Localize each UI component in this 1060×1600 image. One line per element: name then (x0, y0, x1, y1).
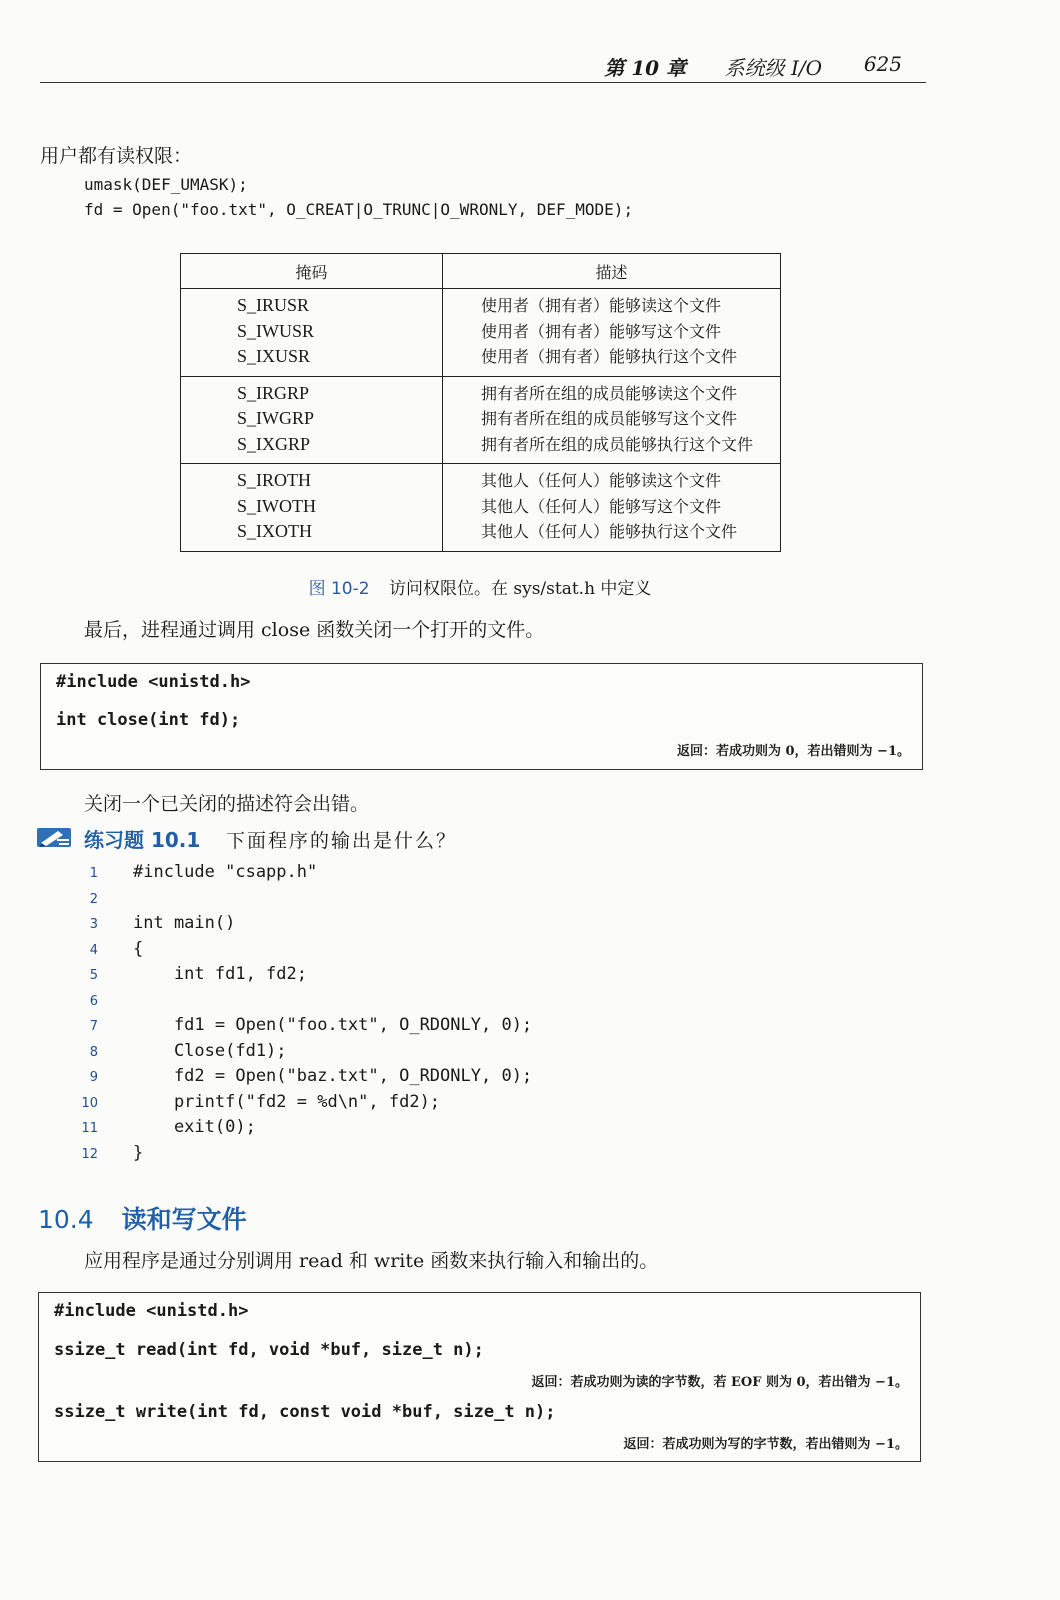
mask-description: 拥有者所在组的成员能够读这个文件 (481, 383, 738, 403)
mask-name: S_IXOTH (237, 521, 312, 541)
desc-cell (443, 376, 781, 464)
table-header-mask: 掩码 (181, 254, 443, 289)
desc-cell (443, 464, 781, 552)
code-line: #include "csapp.h" (133, 862, 318, 882)
page-number: 625 (863, 52, 902, 76)
desc-cell (443, 289, 781, 377)
line-number: 4 (89, 943, 98, 958)
close-paragraph: 最后，进程通过调用 close 函数关闭一个打开的文件。 (84, 619, 545, 641)
mask-description: 其他人（任何人）能够执行这个文件 (481, 522, 738, 541)
exercise-question: 下面程序的输出是什么？ (226, 830, 458, 852)
mask-description: 拥有者所在组的成员能够执行这个文件 (481, 434, 754, 454)
section-title: 读和写文件 (121, 1205, 247, 1234)
mask-cell (181, 289, 443, 377)
section-paragraph: 应用程序是通过分别调用 read 和 write 函数来执行输入和输出的。 (84, 1250, 659, 1272)
code-line: int main() (133, 913, 236, 933)
mask-description: 使用者（拥有者）能够写这个文件 (481, 321, 722, 341)
line-number: 8 (89, 1045, 98, 1060)
code-line: Close(fd1); (133, 1041, 287, 1061)
line-number: 1 (89, 866, 98, 881)
line-number: 3 (89, 917, 98, 932)
mask-description: 使用者（拥有者）能够读这个文件 (481, 296, 722, 315)
permission-bits-table (180, 253, 781, 552)
exercise-pencil-icon (36, 825, 74, 849)
line-number: 10 (81, 1096, 98, 1111)
line-number: 11 (81, 1121, 98, 1136)
rw-include: #include <unistd.h> (54, 1301, 249, 1321)
mask-name: S_IWGRP (237, 408, 315, 428)
intro-code-line-2: fd = Open("foo.txt", O_CREAT|O_TRUNC|O_WRONLY, DEF_MODE); (84, 200, 634, 219)
section-heading (38, 1200, 247, 1236)
write-return-note: 返回：若成功则为写的字节数，若出错则为 −1。 (623, 1437, 908, 1452)
write-prototype: ssize_t write(int fd, const void *buf, size_t n); (54, 1402, 556, 1422)
line-number: 9 (89, 1070, 98, 1085)
close-prototype-box (40, 663, 923, 770)
mask-name: S_IROTH (237, 470, 312, 490)
line-number: 7 (89, 1019, 98, 1034)
mask-description: 其他人（任何人）能够写这个文件 (481, 496, 722, 516)
mask-name: S_IXUSR (237, 346, 311, 366)
table-row-other (181, 464, 781, 552)
table-header-desc: 描述 (443, 254, 781, 289)
mask-name: S_IWOTH (237, 495, 316, 516)
header-topic: 系统级 I/O (724, 56, 822, 80)
mask-description: 拥有者所在组的成员能够写这个文件 (481, 409, 738, 428)
mask-description: 其他人（任何人）能够读这个文件 (481, 471, 722, 490)
exercise-label: 练习题 10.1 (84, 828, 201, 852)
close-return-note: 返回：若成功则为 0，若出错则为 −1。 (676, 744, 910, 759)
table-row-group (181, 376, 781, 464)
code-line: fd2 = Open("baz.txt", O_RDONLY, 0); (133, 1066, 533, 1086)
code-line: int fd1, fd2; (133, 964, 307, 984)
line-number: 5 (89, 968, 98, 983)
figure-caption (0, 574, 960, 599)
figure-label: 图 10-2 (308, 579, 370, 599)
close-error-text: 关闭一个已关闭的描述符会出错。 (84, 793, 370, 815)
mask-name: S_IWUSR (237, 320, 315, 341)
table-header-row (181, 254, 781, 289)
running-header (40, 52, 926, 83)
line-number: 6 (89, 994, 98, 1009)
intro-text: 用户都有读权限： (40, 145, 193, 167)
mask-name: S_IRUSR (237, 295, 310, 315)
table-row-user (181, 289, 781, 377)
code-line: } (133, 1143, 144, 1163)
line-number: 2 (89, 892, 98, 907)
code-line: exit(0); (133, 1117, 256, 1137)
mask-cell (181, 464, 443, 552)
code-line: { (133, 939, 144, 959)
mask-description: 使用者（拥有者）能够执行这个文件 (481, 347, 738, 366)
figure-caption-text: 访问权限位。在 sys/stat.h 中定义 (388, 579, 652, 599)
read-return-note: 返回：若成功则为读的字节数，若 EOF 则为 0，若出错为 −1。 (531, 1375, 908, 1390)
header-chapter: 第 10 章 (604, 56, 686, 80)
section-number: 10.4 (38, 1205, 94, 1234)
close-prototype: int close(int fd); (56, 710, 241, 730)
read-prototype: ssize_t read(int fd, void *buf, size_t n); (54, 1340, 484, 1360)
mask-name: S_IXGRP (237, 433, 311, 454)
mask-cell (181, 376, 443, 464)
mask-name: S_IRGRP (237, 382, 310, 403)
code-line: fd1 = Open("foo.txt", O_RDONLY, 0); (133, 1015, 533, 1035)
exercise-code-listing (0, 862, 1060, 1172)
code-line: printf("fd2 = %d\n", fd2); (133, 1092, 441, 1112)
line-number: 12 (81, 1147, 98, 1162)
close-include: #include <unistd.h> (56, 672, 251, 692)
read-write-prototype-box (38, 1292, 921, 1462)
intro-code-line-1: umask(DEF_UMASK); (84, 175, 248, 194)
